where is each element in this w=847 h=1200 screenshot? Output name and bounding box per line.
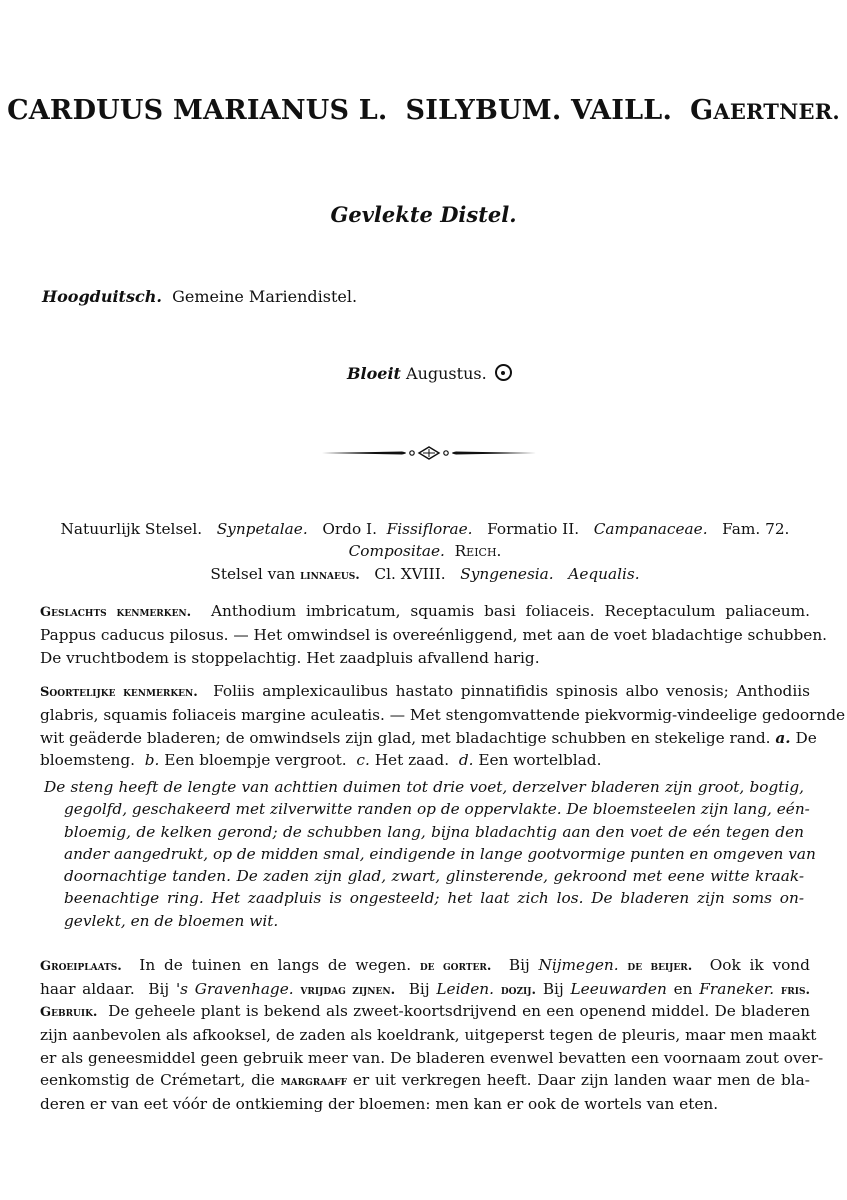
family-number: Fam. 72. (722, 520, 790, 538)
figure-ref-a: a. (775, 728, 791, 747)
fig-d-text: Een wortelblad. (478, 750, 602, 769)
species-text-3: wit geäderde bladeren; de omwindsels zijn glad, met bladachtige schubben en stekelige rand. (40, 728, 771, 747)
flowering-line (347, 364, 512, 383)
linnaeus-name: linnaeus. (300, 567, 360, 583)
title-genus: CARDUUS MARIANUS L. (7, 95, 388, 126)
species-line-2: glabris, squamis foliaceis margine aculeatis. — Met stengomvattende piekvormig-vindeelige gedoornde (40, 706, 846, 725)
syngenesia: Syngenesia. (460, 564, 554, 583)
common-name: Gevlekte Distel. (330, 202, 517, 227)
flowering-label: Bloeit (347, 364, 401, 383)
german-name-line (42, 287, 357, 306)
species-text-3c: De (795, 728, 817, 747)
habitat-bij-4: Bij (542, 980, 564, 999)
classification-line-1 (40, 518, 810, 540)
description-line-1: De steng heeft de lengte van achttien duimen tot drie voet, derzelver bladeren zijn groot, bogtig, (44, 778, 804, 796)
place-gravenhage: 's Gravenhage. (175, 980, 294, 999)
habitat-bij-1: Bij (508, 956, 530, 974)
description-block (44, 776, 816, 932)
genus-line-3: De vruchtbodem is stoppelachtig. Het zaadpluis afvallend harig. (40, 648, 540, 667)
source-de-beijer: de beijer. (627, 959, 693, 974)
compositae: Compositae. (348, 542, 445, 561)
campanaceae: Campanaceae. (593, 520, 708, 538)
source-dozij: dozij. (500, 983, 537, 999)
title-author-rest: AERTNER. (713, 99, 840, 124)
classification-line-2 (40, 540, 810, 562)
classification-block (40, 518, 810, 587)
genus-line-1 (40, 600, 810, 624)
fissiflorae: Fissiflorae. (386, 520, 473, 538)
formatio: Formatio II. (487, 520, 580, 538)
ornament-divider-icon (322, 445, 536, 461)
page-title (0, 95, 847, 126)
german-name: Gemeine Mariendistel. (172, 287, 358, 306)
use-line-3: er als geneesmiddel geen gebruik meer van. De bladeren evenwel bevatten een voornaam zout over- (40, 1048, 824, 1067)
species-line-3 (40, 727, 817, 749)
flowering-month: Augustus. (406, 364, 487, 383)
figure-ref-d: d. (458, 750, 474, 769)
place-franeker: Franeker. (699, 980, 775, 999)
annual-symbol-icon (495, 364, 512, 381)
habitat-block (40, 954, 810, 1003)
habitat-en: en (673, 980, 693, 999)
species-text-1: Foliis amplexicaulibus hastato pinnatifidis spinosis albo venosis; Anthodiis (213, 682, 810, 700)
synpetalae: Synpetalae. (216, 520, 308, 538)
linnaeus-system-label: Stelsel van (210, 564, 296, 583)
german-label: Hoogduitsch. (42, 287, 162, 306)
species-heading-2: kenmerken. (123, 685, 198, 700)
species-characteristics (40, 680, 846, 771)
genus-characteristics (40, 600, 828, 669)
use-text-4a: eenkomstig de Crémetart, die (40, 1070, 275, 1089)
use-heading: Gebruik. (40, 1005, 98, 1020)
use-text-1: De geheele plant is bekend als zweet-koortsdrijvend en een openend middel. De bladeren (108, 1002, 810, 1020)
description-line-5: doornachtige tanden. De zaden zijn glad, zwart, glinsterende, gekroond met eene witte kraak- (64, 867, 804, 886)
fig-c-text: Het zaad. (374, 750, 450, 769)
genus-heading-1: Geslachts (40, 605, 107, 620)
habitat-text-3: haar aldaar. (40, 980, 135, 999)
use-line-5: deren er van eet vóór de ontkieming der bloemen: men kan er ook de wortels van eten. (40, 1095, 719, 1114)
title-author-initial: G (690, 95, 714, 126)
genus-heading-2: kenmerken. (116, 605, 192, 620)
habitat-heading: Groeiplaats. (40, 959, 122, 974)
description-line-3: bloemig, de kelken gerond; de schubben lang, bijna bladachtig aan den voet de eén tegen den (64, 822, 804, 841)
title-synonym: SILYBUM. VAILL. (405, 95, 673, 126)
source-vrijdag-zijnen: vrijdag zijnen. (300, 983, 396, 999)
description-line-7: gevlekt, en de bloemen wit. (64, 911, 279, 930)
figure-ref-c: c. (356, 750, 370, 769)
aequalis: Aequalis. (568, 564, 640, 583)
habitat-line-1 (40, 954, 810, 978)
description-line-2: gegolfd, geschakeerd met zilverwitte randen op de oppervlakte. De bloemsteelen zijn lang, eén- (64, 800, 810, 819)
ordo: Ordo I. (322, 520, 377, 538)
use-text-4c: er uit verkregen heeft. Daar zijn landen waar men de bla- (352, 1070, 810, 1089)
species-line-1 (40, 680, 810, 704)
genus-line-2: Pappus caducus pilosus. — Het omwindsel is overeénliggend, met aan de voet bladachtige schubben. (40, 626, 828, 645)
genus-text-1: Anthodium imbricatum, squamis basi foliaceis. Receptaculum paliaceum. (210, 602, 810, 620)
use-block (40, 1000, 824, 1115)
description-line-6: beenachtige ring. Het zaadpluis is ongesteeld; het laat zich los. De bladeren zijn soms on- (64, 889, 804, 908)
habitat-text-1: In de tuinen en langs de wegen. (139, 956, 412, 974)
use-line-4 (40, 1069, 810, 1093)
place-leiden: Leiden. (436, 980, 495, 999)
classification-line-3 (40, 563, 810, 587)
source-de-gorter: de gorter. (419, 959, 492, 974)
reich-author: Reich. (454, 542, 502, 561)
description-line-4: ander aangedrukt, op de midden smal, eindigende in lange gootvormige punten en omgeven van (64, 844, 816, 863)
fig-b-text: Een bloempje vergroot. (164, 750, 347, 769)
place-nijmegen: Nijmegen. (538, 956, 619, 974)
habitat-bij-3: Bij (408, 980, 430, 999)
species-heading-1: Soortelijke (40, 685, 116, 700)
natural-system-label: Natuurlijk Stelsel. (60, 520, 203, 538)
source-fris: fris. (780, 983, 810, 999)
use-line-2: zijn aanbevolen als afkooksel, de zaden als koeldrank, uitgeperst tegen de pleuris, maar men maakt (40, 1026, 817, 1045)
place-leeuwarden: Leeuwarden (570, 980, 667, 999)
fig-a-text: bloemsteng. (40, 750, 136, 769)
species-line-4 (40, 749, 810, 771)
habitat-text-2: Ook ik vond (709, 956, 810, 974)
class-number: Cl. XVIII. (374, 564, 446, 583)
use-line-1 (40, 1000, 810, 1024)
habitat-bij-2: Bij (148, 980, 170, 999)
habitat-line-2 (40, 978, 810, 1002)
figure-ref-b: b. (144, 750, 160, 769)
source-margraaff: margraaff (280, 1073, 348, 1089)
